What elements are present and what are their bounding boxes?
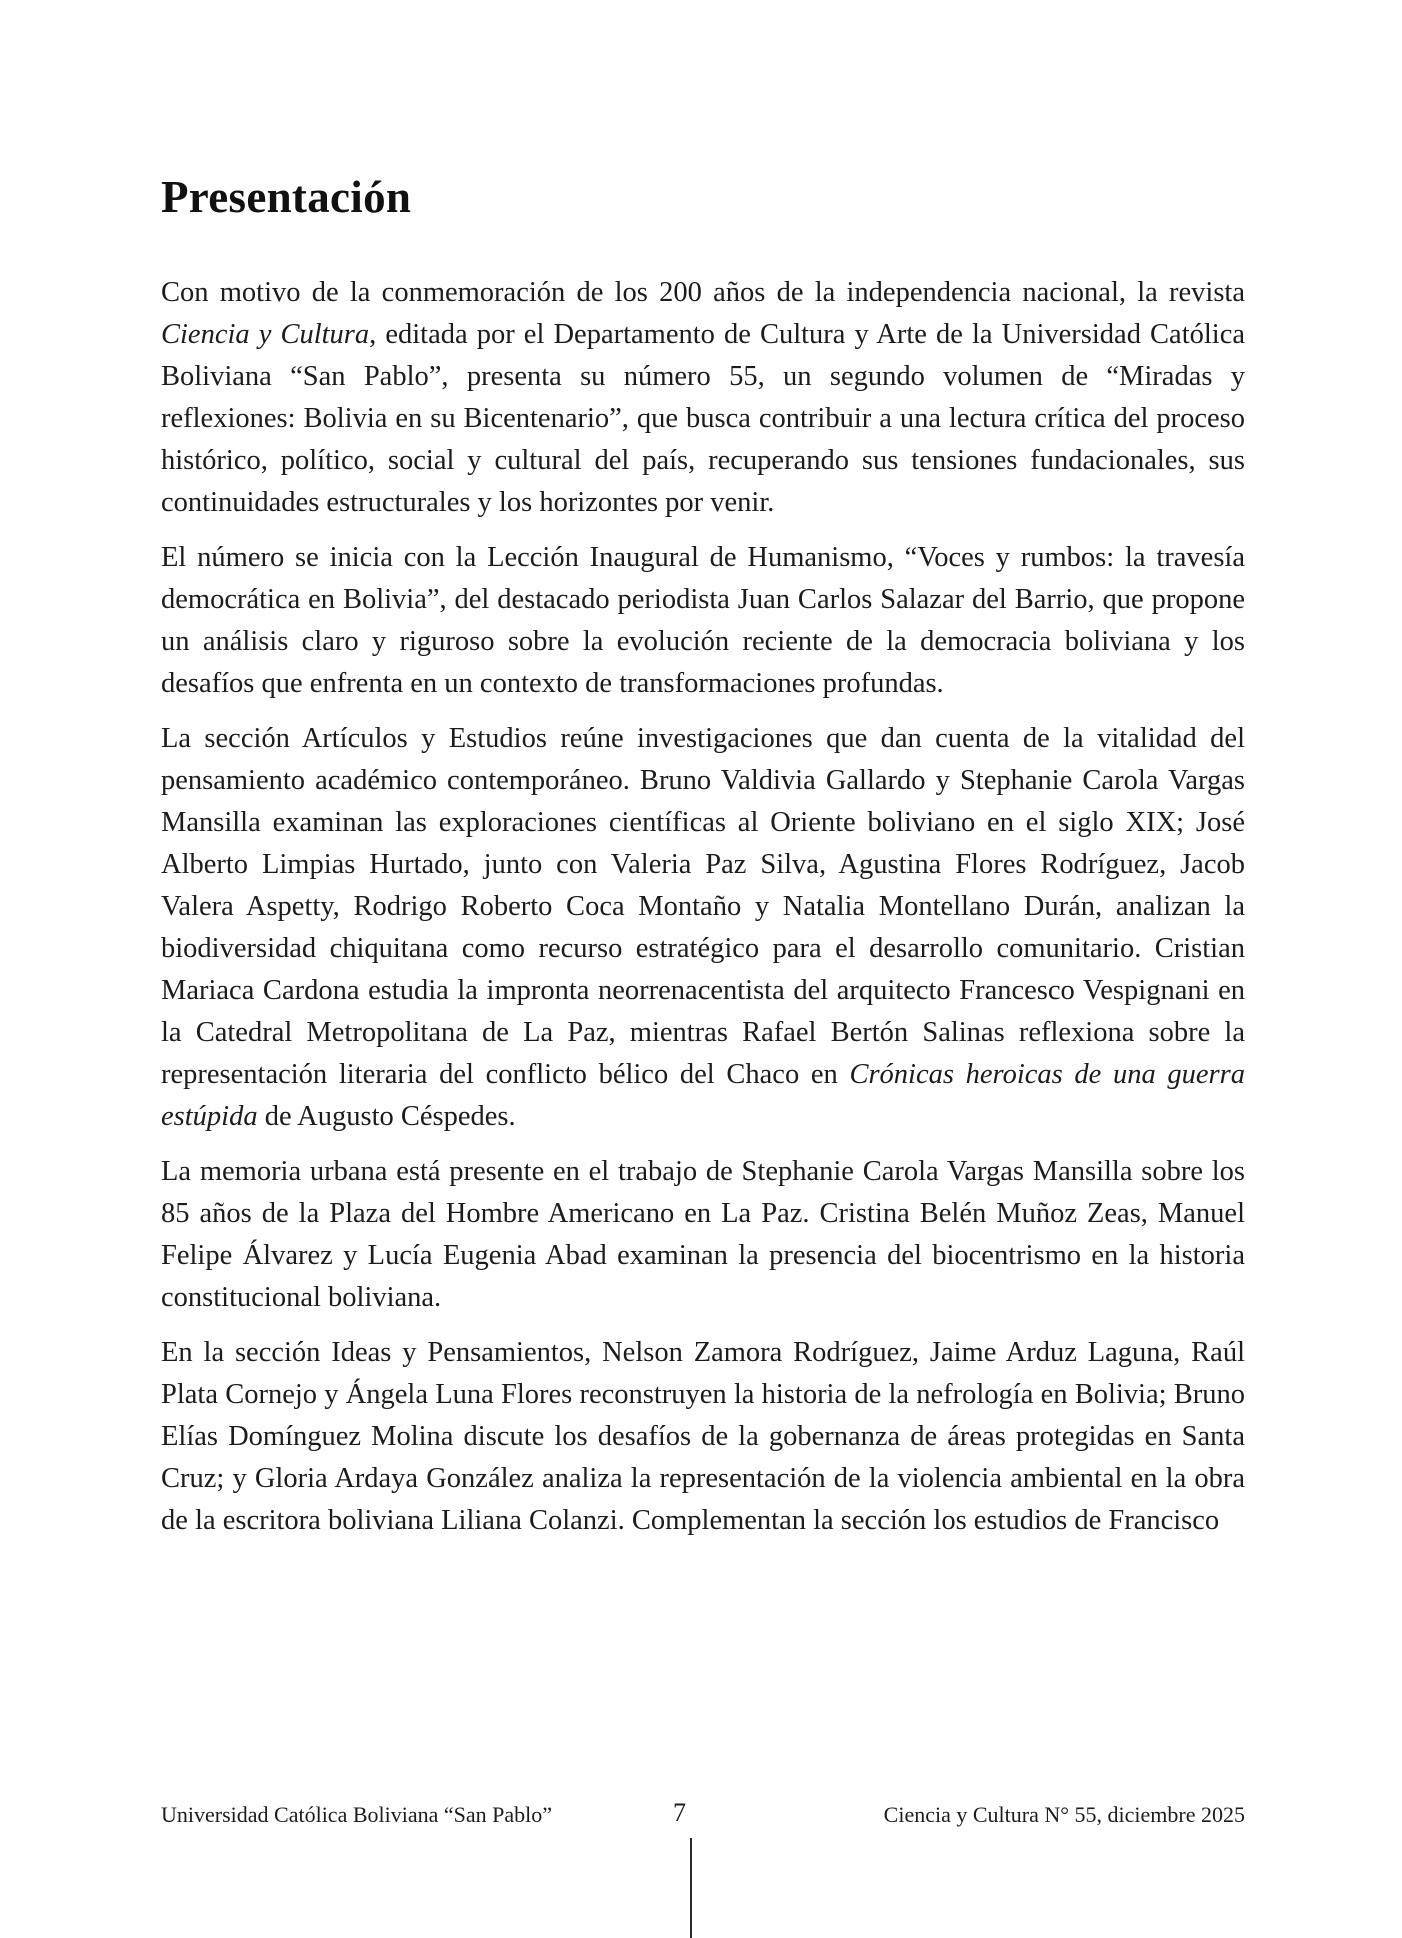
text-run: El número se inicia con la Lección Inaugural de Humanismo, “Voces y rumbos: la travesía democrática en Bolivia”, del destacado periodista Juan Carlos Salazar del Barrio, que propone un análisis claro y riguroso sobre la evolución reciente de la democracia boliviana y los desafíos que enfrenta en un contexto de transformaciones profundas.	[161, 541, 1245, 699]
body-paragraphs	[161, 272, 1245, 1542]
paragraph	[161, 1332, 1245, 1542]
paragraph	[161, 718, 1245, 1138]
text-run: En la sección Ideas y Pensamientos, Nelson Zamora Rodríguez, Jaime Arduz Laguna, Raúl Plata Cornejo y Ángela Luna Flores reconstruyen la historia de la nefrología en Bolivia; Bruno Elías Domínguez Molina discute los desafíos de la gobernanza de áreas protegidas en Santa Cruz; y Gloria Ardaya González analiza la representación de la violencia ambiental en la obra de la escritora boliviana Liliana Colanzi. Complementan la sección los estudios de Francisco	[161, 1336, 1245, 1536]
page-body	[161, 172, 1245, 1555]
footer-vertical-rule	[690, 1838, 692, 1938]
footer-running-title-right: Ciencia y Cultura N° 55, diciembre 2025	[883, 1802, 1245, 1827]
italic-title-text: Ciencia y Cultura	[161, 318, 370, 350]
paragraph	[161, 537, 1245, 705]
page-number: 7	[673, 1798, 686, 1827]
text-run: La memoria urbana está presente en el trabajo de Stephanie Carola Vargas Mansilla sobre los 85 años de la Plaza del Hombre Americano en La Paz. Cristina Belén Muñoz Zeas, Manuel Felipe Álvarez y Lucía Eugenia Abad examinan la presencia del biocentrismo en la historia constitucional boliviana.	[161, 1155, 1245, 1313]
text-run: de Augusto Céspedes.	[257, 1100, 516, 1132]
paragraph	[161, 272, 1245, 524]
italic-title-text: Crónicas heroicas de una guerra estúpida	[161, 1058, 1245, 1132]
paragraph	[161, 1151, 1245, 1319]
text-run: Con motivo de la conmemoración de los 200 años de la independencia nacional, la revista	[161, 276, 1245, 308]
footer-running-title-left: Universidad Católica Boliviana “San Pablo”	[161, 1802, 553, 1827]
page-title: Presentación	[161, 172, 412, 222]
text-run: , editada por el Departamento de Cultura y Arte de la Universidad Católica Boliviana “San Pablo”, presenta su número 55, un segundo volumen de “Miradas y reflexiones: Bolivia en su Bicentenario”, que busca contribuir a una lectura crítica del proceso histórico, político, social y cultural del país, recuperando sus tensiones fundacionales, sus continuidades estructurales y los horizontes por venir.	[161, 318, 1246, 518]
text-run: La sección Artículos y Estudios reúne investigaciones que dan cuenta de la vitalidad del pensamiento académico contemporáneo. Bruno Valdivia Gallardo y Stephanie Carola Vargas Mansilla examinan las exploraciones científicas al Oriente boliviano en el siglo XIX; José Alberto Limpias Hurtado, junto con Valeria Paz Silva, Agustina Flores Rodríguez, Jacob Valera Aspetty, Rodrigo Roberto Coca Montaño y Natalia Montellano Durán, analizan la biodiversidad chiquitana como recurso estratégico para el desarrollo comunitario. Cristian Mariaca Cardona estudia la impronta neorrenacentista del arquitecto Francesco Vespignani en la Catedral Metropolitana de La Paz, mientras Rafael Bertón Salinas reflexiona sobre la representación literaria del conflicto bélico del Chaco en	[161, 722, 1245, 1090]
